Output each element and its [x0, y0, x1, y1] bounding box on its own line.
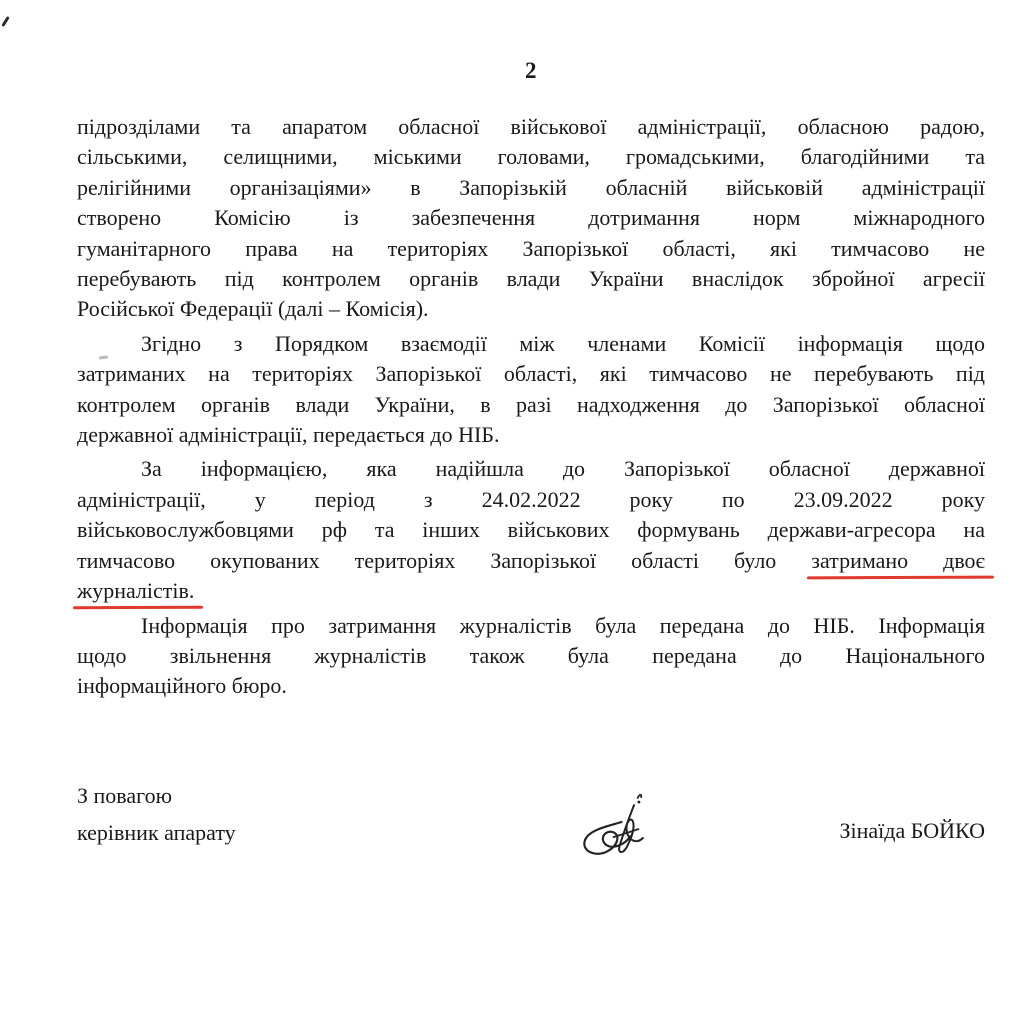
text-line	[77, 329, 985, 359]
text-line	[77, 420, 985, 450]
text-segment: перебувають під контролем органів влади України внаслідок збройної агресії	[77, 266, 985, 292]
text-line	[77, 142, 985, 172]
paragraph	[77, 329, 985, 451]
closing-salutation: З повагою	[77, 783, 173, 808]
text-line	[77, 112, 985, 142]
text-segment: інформаційного бюро.	[77, 673, 287, 699]
text-line	[77, 294, 985, 324]
text-line	[77, 485, 985, 515]
text-segment: контролем органів влади України, в разі надходження до Запорізької обласної	[77, 391, 985, 417]
text-segment: щодо звільнення журналістів також була передана до Національного	[77, 642, 985, 668]
text-segment: релігійними організаціями» в Запорізькій обласній військовій адміністрації	[77, 174, 985, 200]
text-segment: створено Комісію із забезпечення дотримання норм міжнародного	[77, 205, 985, 231]
text-segment: сільськими, селищними, міськими головами, громадськими, благодійними та	[77, 144, 985, 170]
text-line	[77, 515, 985, 545]
text-segment: Інформація про затримання журналістів була передана до НІБ. Інформація	[141, 612, 985, 638]
text-segment: державної адміністрації, передається до НІБ.	[77, 422, 500, 448]
red-underlined-text: затримано двоє	[811, 547, 985, 573]
paragraph	[77, 112, 985, 325]
text-segment: За інформацією, яка надійшла до Запорізької обласної державної	[141, 456, 985, 482]
text-segment: військовослужбовцями рф та інших військових формувань держави-агресора на	[77, 517, 985, 543]
text-segment: Згідно з Порядком взаємодії між членами Комісії інформація щодо	[141, 330, 985, 356]
text-segment: Російської Федерації (далі – Комісія).	[77, 296, 429, 322]
text-line	[77, 611, 985, 641]
text-segment: гуманітарного права на територіях Запорізької області, які тимчасово не	[77, 235, 985, 261]
text-line	[77, 390, 985, 420]
red-underlined-text: журналістів.	[77, 578, 195, 604]
paragraph	[77, 454, 985, 606]
text-line	[77, 234, 985, 264]
text-line	[77, 454, 985, 484]
text-segment: тимчасово окупованих територіях Запорізької області було	[77, 547, 812, 573]
paragraph	[77, 611, 985, 702]
text-segment: затриманих на територіях Запорізької області, які тимчасово не перебувають під	[77, 361, 985, 387]
page-number: 2	[525, 58, 537, 83]
text-line	[77, 576, 985, 606]
text-line	[77, 546, 985, 576]
document-body	[77, 112, 985, 702]
signer-title: керівник апарату	[77, 820, 236, 845]
text-line	[77, 264, 985, 294]
scan-artifact-mark	[1, 16, 9, 27]
text-segment: адміністрації, у період з 24.02.2022 року по 23.09.2022 року	[77, 486, 985, 512]
text-line	[77, 641, 985, 671]
text-line	[77, 203, 985, 233]
text-line	[77, 671, 985, 701]
text-segment: підрозділами та апаратом обласної військової адміністрації, обласною радою,	[77, 114, 985, 139]
text-line	[77, 173, 985, 203]
handwritten-signature-icon	[572, 790, 664, 870]
text-line	[77, 359, 985, 389]
signer-name: Зінаїда БОЙКО	[839, 818, 985, 843]
